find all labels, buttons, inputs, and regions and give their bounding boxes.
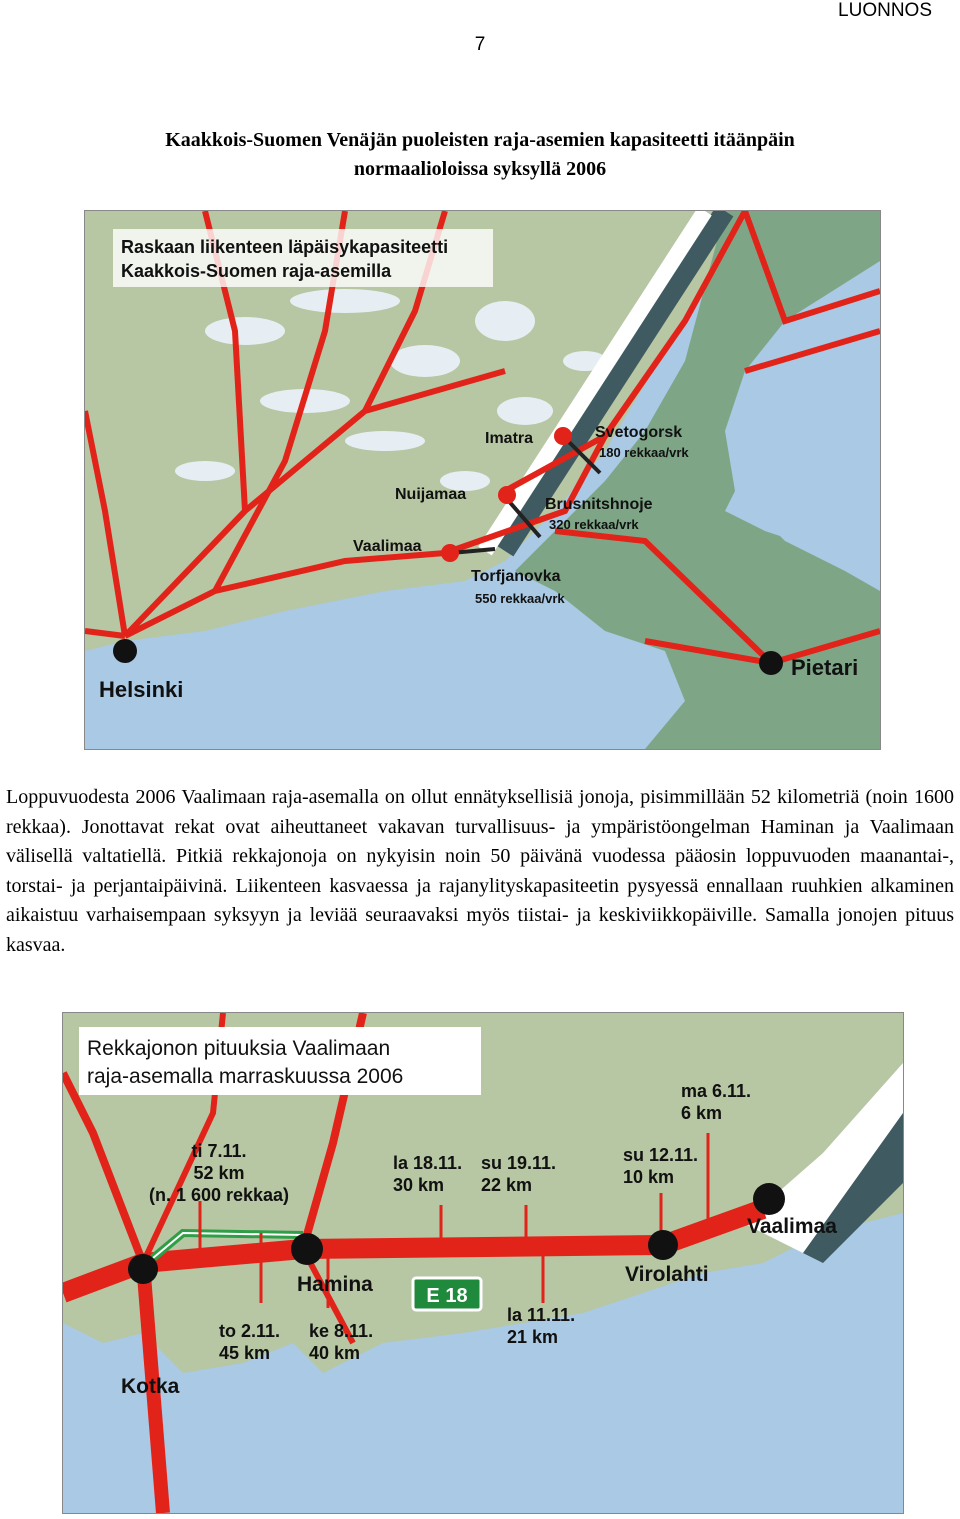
map2-legend-line2: raja-asemalla marraskuussa 2006 — [87, 1065, 404, 1088]
body-paragraph: Loppuvuodesta 2006 Vaalimaan raja-asemalla on ollut ennätyksellisiä jonoja, pisimmillään 52 kilometriä (noin 1600 rekkaa). Jonottavat rekat ovat aiheuttaneet vakavan turvallisuus- ja ympäristöongelman Haminan ja Vaalimaan välisellä valtatiellä. Pitkiä rekkajonoja on nykyisin noin 50 päivänä vuodessa pääosin loppuvuoden maanantai-, torstai- ja perjantaipäivinä. Liikenteen kasvaessa ja rajanylityskapasiteetin pysyessä ennallaan ruuhkien alkaminen aikaistuu varhaisempaan syksyyn ja leviää seuraavaksi myös tiistai- ja keskiviikkopäiville. Samalla jonojen pituus kasvaa. — [6, 786, 954, 956]
queue-label-length: 40 km — [309, 1343, 361, 1363]
title-line-1: Kaakkois-Suomen Venäjän puoleisten raja-asemien kapasiteetti itäänpäin — [165, 129, 795, 151]
brusnitshnoje-capacity: 320 rekkaa/vrk — [549, 517, 639, 532]
queue-label-length: 6 km — [681, 1103, 723, 1123]
queue-label-day: ma 6.11. — [681, 1081, 752, 1101]
vaalimaa-point — [753, 1183, 785, 1215]
brusnitshnoje-label: Brusnitshnoje — [545, 496, 653, 513]
queue-label-day: la 11.11. — [507, 1305, 576, 1325]
page-number: 7 — [474, 34, 486, 55]
kotka-point — [128, 1254, 158, 1284]
svetogorsk-capacity: 180 rekkaa/vrk — [599, 445, 689, 460]
hamina-point — [291, 1233, 323, 1265]
svetogorsk-label: Svetogorsk — [595, 424, 683, 441]
map1-legend-line2: Kaakkois-Suomen raja-asemilla — [121, 261, 392, 281]
queue-label-day: ti 7.11. — [191, 1141, 247, 1161]
kotka-label: Kotka — [121, 1375, 180, 1398]
virolahti-point — [648, 1230, 678, 1260]
draft-label: LUONNOS — [838, 0, 932, 21]
queue-label-day: ke 8.11. — [309, 1321, 374, 1341]
svetogorsk-point — [554, 427, 572, 445]
vaalimaa-label: Vaalimaa — [747, 1215, 837, 1238]
torfjanovka-label: Torfjanovka — [471, 568, 561, 585]
capacity-map — [84, 210, 881, 750]
nuijamaa-label: Nuijamaa — [395, 486, 467, 503]
map1-legend-line1: Raskaan liikenteen läpäisykapasiteetti — [121, 237, 449, 257]
queue-label-day: su 12.11. — [623, 1145, 699, 1165]
torfjanovka-capacity: 550 rekkaa/vrk — [475, 591, 565, 606]
page-title — [40, 126, 920, 184]
helsinki-point — [113, 639, 137, 663]
virolahti-label: Virolahti — [625, 1263, 709, 1286]
queue-label-length: 10 km — [623, 1167, 675, 1187]
queue-label-day: to 2.11. — [219, 1321, 281, 1341]
queue-label-day: su 19.11. — [481, 1153, 557, 1173]
queue-label-note: (n. 1 600 rekkaa) — [148, 1185, 290, 1205]
e18-sign-text: E 18 — [426, 1285, 468, 1307]
vaalimaa-label: Vaalimaa — [353, 538, 422, 555]
title-line-2: normaalioloissa syksyllä 2006 — [353, 158, 607, 180]
pietari-label: Pietari — [791, 655, 859, 680]
capacity-map-graphic — [85, 211, 880, 749]
queue-label-day: la 18.11. — [393, 1153, 463, 1173]
helsinki-label: Helsinki — [99, 677, 184, 702]
queue-label-length: 45 km — [219, 1343, 271, 1363]
hamina-label: Hamina — [297, 1273, 373, 1296]
vaalimaa-point — [441, 544, 459, 562]
queue-label-length: 52 km — [193, 1163, 245, 1183]
queue-map-graphic — [63, 1013, 903, 1513]
map2-legend-line1: Rekkajonon pituuksia Vaalimaan — [87, 1037, 391, 1060]
imatra-label: Imatra — [485, 430, 534, 447]
queue-label-length: 30 km — [393, 1175, 445, 1195]
pietari-point — [759, 651, 783, 675]
nuijamaa-point — [498, 486, 516, 504]
queue-label-length: 21 km — [507, 1327, 559, 1347]
queue-label-length: 22 km — [481, 1175, 533, 1195]
queue-map — [62, 1012, 904, 1514]
